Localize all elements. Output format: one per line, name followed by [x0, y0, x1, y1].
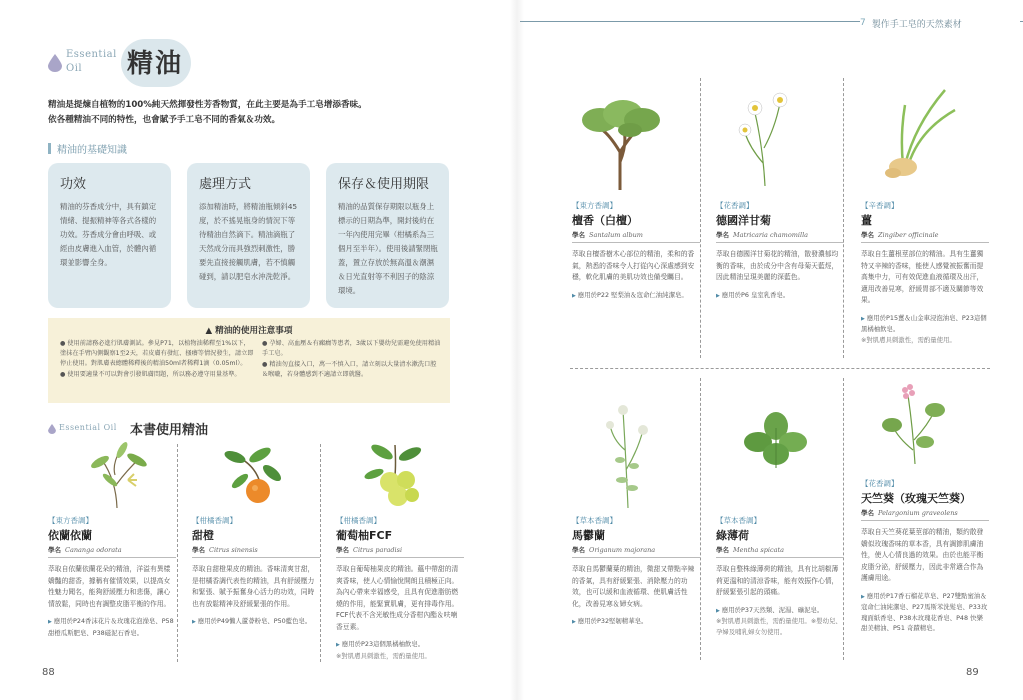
plant-category: 【柑橘香調】: [336, 516, 381, 525]
plant-card-spearmint: [716, 515, 844, 637]
plant-latin: 學名 Matricaria chamomilla: [716, 230, 844, 243]
oil-drop-icon: [48, 424, 56, 434]
plant-card-ginger: [861, 200, 989, 345]
plant-latin: 學名 Citrus sinensis: [192, 545, 320, 558]
plant-card-sandalwood: [572, 200, 700, 301]
chamomile-illustration: [735, 88, 795, 188]
plant-usage-note: ▶ 應用於P15薑＆山金車浸泡油皂、P23這個黑橘柚飲皂。: [861, 313, 989, 335]
marjoram-illustration: [598, 400, 658, 510]
plant-usage-note: ▶ 應用於P23這個黑橘柚飲皂。: [336, 639, 464, 651]
info-box-effects: [48, 163, 171, 308]
info-box-title: 保存＆使用期限: [338, 177, 430, 192]
plant-latin: 學名 Mentha spicata: [716, 545, 844, 558]
grapefruit-illustration: [360, 440, 430, 510]
info-box-title: 功效: [60, 177, 87, 192]
plant-usage-note: ▶ 應用於P22 堅梨油＆寇命仁油純潔皂。: [572, 290, 700, 302]
plant-category: 【東方香調】: [572, 201, 617, 210]
plant-description: 萃取自天竺葵花葉莖部的精油，類約散發嬌似玫瑰香味的草本香，具有調節肌膚油性，使人心情良過的效果。由於也能平衡皮脂分泌，舒緩壓力，因此非常適合作為護膚用途。: [861, 528, 984, 582]
basics-heading: 精油的基礎知識: [48, 141, 127, 156]
geranium-illustration: [880, 380, 955, 465]
orange-illustration: [220, 443, 290, 508]
plant-usage-note: ▶ 應用於P24香沫花片＆玫瑰花泡澡皂、P58甜橙瓜斯肥皂、P38磁泥石香皂。: [48, 616, 176, 638]
spearmint-illustration: [738, 408, 813, 478]
plant-latin: 學名 Pelargonium graveolens: [861, 508, 989, 521]
plant-name: 天竺葵（玫瑰天竺葵）: [861, 492, 971, 505]
page-title: 精油: [127, 49, 184, 79]
info-box-handling: [187, 163, 310, 308]
divider: [700, 78, 701, 358]
plant-description: 萃取自檀香樹木心部位的精油，柔和的香氣，熱悉的香味令人打從內心深處感到安穩，軟化肌膚的美肌功效也備受矚目。: [572, 250, 695, 281]
plant-name: 甜橙: [192, 529, 214, 542]
plant-category: 【東方香調】: [48, 516, 93, 525]
plant-description: 萃取自生薑根莖部位的精油。具有生薑獨特又辛辣的香味，能使人感覺被振奮而提高集中力，可有效促進血液循環及出汗，適用改善見寒，舒緩胃部不適及關節等效果。: [861, 250, 984, 304]
info-box-storage: [326, 163, 449, 308]
plant-description: 萃取自甜橙果皮的精油。香味清爽甘甜，是柑橘香調代表性的精油，具有舒緩壓力和緊張、賦予振奮身心活力的功效，同時也有放鬆精神及舒緩緊張的作用。: [192, 565, 315, 608]
plant-name: 依蘭依蘭: [48, 529, 92, 542]
plant-description: 萃取自葡萄柚果皮的精油。蘊中帶甜的清爽香味，使人心情愉悅開朗且積極正向。為內心帶來幸福感受，且具有促進脂肪燃燒的作用，能緊實肌膚，更有排毒作用。FCF代表不含光敏性成分香柑內酯＆呋喃香豆素。: [336, 565, 459, 631]
oil-drop-icon: [48, 54, 62, 72]
plant-latin: 學名 Santalum album: [572, 230, 700, 243]
info-box-text: 添加精油時，將精油瓶傾斜45度，於不搖晃瓶身的情況下等待精油自然滴下。精油滴瓶了天然成分而具強烈刺激性，勝要先直接接觸肌膚，若不慎觸碰到，請以肥皂水沖洗乾淨。: [199, 202, 298, 281]
plant-name: 薑: [861, 214, 872, 227]
plant-category: 【柑橘香調】: [192, 516, 237, 525]
divider: [320, 444, 321, 662]
sandalwood-illustration: [578, 92, 663, 192]
plant-warning: ※對肌膚具刺激性，需酌量使用。※嬰幼兒、孕婦及哺乳婦女勿使用。: [716, 617, 842, 636]
ginger-illustration: [875, 85, 960, 180]
plant-latin: 學名 Zingiber officinale: [861, 230, 989, 243]
divider: [570, 368, 990, 369]
plant-name: 綠薄荷: [716, 529, 749, 542]
plant-usage-note: ▶ 應用於P49懶人蘆薈粉皂、P50藍色皂。: [192, 616, 320, 628]
page-number-right: 89: [966, 667, 979, 678]
section-title: 本書使用精油: [130, 423, 209, 438]
plant-latin: 學名 Citrus paradisi: [336, 545, 464, 558]
plant-name: 德國洋甘菊: [716, 214, 771, 227]
plant-warning: ※對肌膚具刺激性，需酌量使用。: [336, 651, 431, 660]
plant-warning: ※對肌膚具刺激性，需酌量使用。: [861, 335, 956, 344]
plant-usage-note: ▶ 應用於P17香石榴花草皂、P27雙點蜜油＆寇命仁油純潔皂、P27馬斯苯洗髮皂、P33玫瑰面紙香皂、P38木玫瑰花香皂、P48 快樂甜美精油、P51 奇蹟精皂。: [861, 591, 989, 634]
plant-category: 【草本香調】: [716, 516, 761, 525]
chapter-title: 製作手工皂的天然素材: [871, 19, 962, 30]
divider: [177, 444, 178, 662]
plant-name: 檀香（白檀）: [572, 214, 638, 227]
plant-description: 萃取自馬鬱蘭葉的精油，微甜又帶點辛辣的香氣，具有舒緩緊張、消除壓力的功效，也可以緩和血液循環、使肌膚活性化，改善見寒＆婦女病。: [572, 565, 695, 608]
plant-latin: 學名 Cananga odorata: [48, 545, 176, 558]
plant-card-grapefruit: [336, 515, 464, 661]
plant-card-chamomile: [716, 200, 844, 301]
intro-text: 精油是提煉自植物的100%純天然揮發性芳香物質，在此主要是為手工皂增添香味。 依各種精油不同的特性，也會賦予手工皂不同的香氣＆功效。: [48, 100, 367, 125]
info-box-text: 精油的芬香成分中，具有鎮定情緒、提振精神等各式各樣的功效。芬香成分會由呼吸、或經由皮膚進入血管，於體內循環並影響全身。: [60, 202, 157, 267]
plant-category: 【花香調】: [716, 201, 754, 210]
caution-left: ● 使用前請務必進行肌膚測試。參見P71，以植物油稀釋至1%以下，塗抹在手臂內側觀察1至2天，若皮膚有發紅、搔癢等情況發生，請立即停止使用。對肌膚表總體稀釋後的精油50ml者稀釋1滴（0.05ml）。 ● 使用要適量不可以對會引發肌膚問題，所以務必遵守用量基準。: [60, 340, 254, 378]
info-box-text: 精油的品質保存期限以瓶身上標示的日期為準，開封後約在一年內使用完畢（柑橘系為三個月至半年）。使用後請緊閉瓶蓋，置立存放於無高溫＆潮濕＆日光直射等不利因子的陰涼環境。: [338, 202, 438, 295]
section-english: Essential Oil: [59, 423, 117, 432]
plant-description: 萃取自整株綠薄荷的精油，具有比胡椒薄荷更溫和的清涼香味，能有效振作心情，舒緩緊張引起的頭痛。: [716, 565, 839, 596]
plant-category: 【草本香調】: [572, 516, 617, 525]
info-box-title: 處理方式: [199, 177, 252, 192]
plant-card-orange: [192, 515, 320, 628]
plant-latin: 學名 Origanum majorana: [572, 545, 700, 558]
chapter-number: 7: [860, 18, 866, 28]
plant-description: 萃取自德國洋甘菊花的精油，散發濃郁均衡的香味，由於成分中含有母菊天藍烴，因此精油呈現美麗的深藍色。: [716, 250, 839, 281]
ylang-ylang-illustration: [82, 440, 152, 510]
plant-card-marjoram: [572, 515, 700, 628]
title-english: Essential Oil: [66, 49, 117, 74]
caution-right: ● 孕婦、高血壓＆有癲癇等患者，3歲以下嬰幼兒需避免使用精油手工皂。 ● 精油勿直接入口，萬一不慎入口，請立刻以大量清水漱洗口腔＆喉嚨，若身體感到不適請立即就醫。: [262, 340, 441, 378]
plant-card-ylang-ylang: [48, 515, 176, 638]
plant-usage-note: ▶ 應用於P6 皇室乳香皂。: [716, 290, 844, 302]
running-header: [860, 16, 1020, 30]
book-spine-shadow: [510, 0, 524, 700]
plant-description: 萃取自依蘭依蘭花朵的精油，洋溢有異樣嬌豔的甜香，據稱有催情效果，以提高女性魅力聞名，能夠舒緩壓力和悲傷，讓心情放鬆，同時也有調整皮脂平衡的作用。: [48, 565, 171, 608]
plant-category: 【辛香調】: [861, 201, 899, 210]
page-number-left: 88: [42, 667, 55, 678]
caution-title: ▲ 精油的使用注意事項: [205, 326, 293, 336]
plant-name: 馬鬱蘭: [572, 529, 605, 542]
plant-name: 葡萄柚FCF: [336, 529, 393, 542]
plant-category: 【花香調】: [861, 479, 899, 488]
divider: [700, 378, 701, 660]
plant-usage-note: ▶ 應用於P32堅韌精華皂。: [572, 616, 700, 628]
plant-usage-note: ▶ 應用於P37天然類、泥湯、礦泥皂。: [716, 605, 844, 617]
plant-card-geranium: [861, 478, 989, 634]
